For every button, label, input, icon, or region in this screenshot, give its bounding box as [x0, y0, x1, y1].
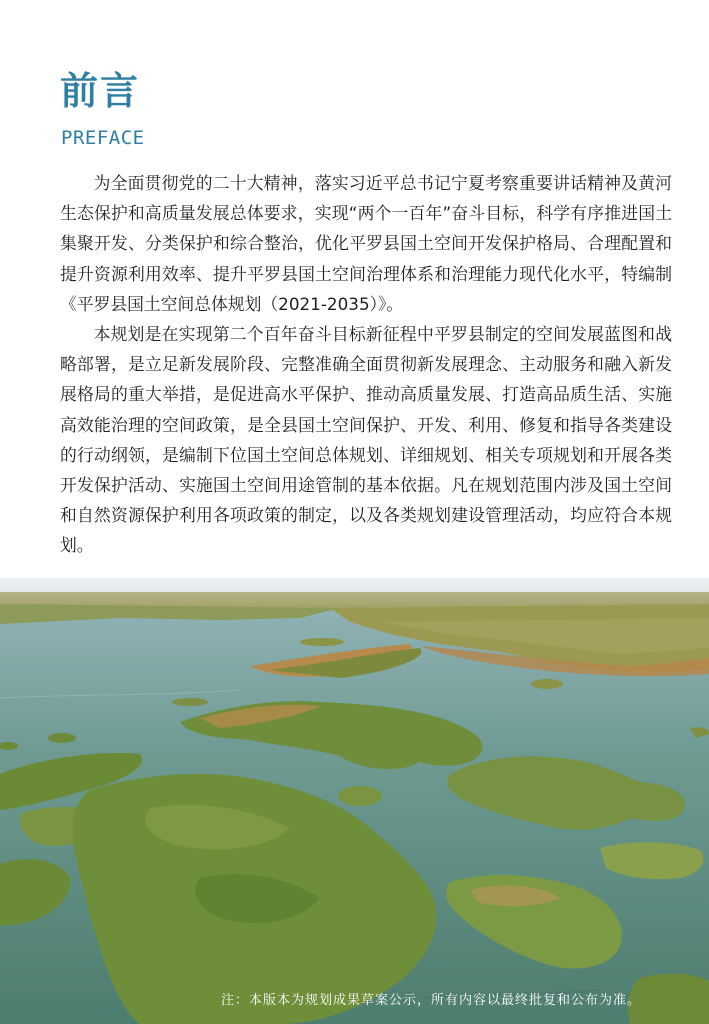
paragraph-1: 为全面贯彻党的二十大精神，落实习近平总书记宁夏考察重要讲话精神及黄河生态保护和高质量发展总体要求，实现“两个一百年”奋斗目标，科学有序推进国土集聚开发、分类保护和综合整治，优化平罗县国土空间开发保护格局、合理配置和提升资源利用效率、提升平罗县国土空间治理体系和治理能力现代化水平，特编制《平罗县国土空间总体规划（2021-2035）》。 [60, 173, 672, 314]
page-subtitle: PREFACE [61, 127, 145, 149]
paragraph-2: 本规划是在实现第二个百年奋斗目标新征程中平罗县制定的空间发展蓝图和战略部署，是立足新发展阶段、完整准确全面贯彻新发展理念、主动服务和融入新发展格局的重大举措，是促进高水平保护、推动高质量发展、打造高品质生活、实施高效能治理的空间政策，是全县国土空间保护、开发、利用、修复和指导各类建设的行动纲领，是编制下位国土空间总体规划、详细规划、相关专项规划和开展各类开发保护活动、实施国土空间用途管制的基本依据。凡在规划范围内涉及国土空间和自然资源保护利用各项政策的制定，以及各类规划建设管理活动，均应符合本规划。 [60, 324, 672, 556]
draft-disclaimer-note: 注：本版本为规划成果草案公示，所有内容以最终批复和公布为准。 [220, 993, 641, 1008]
page-title: 前言 [60, 69, 141, 113]
wetland-aerial-photo [0, 578, 709, 1024]
preface-body [60, 168, 672, 561]
